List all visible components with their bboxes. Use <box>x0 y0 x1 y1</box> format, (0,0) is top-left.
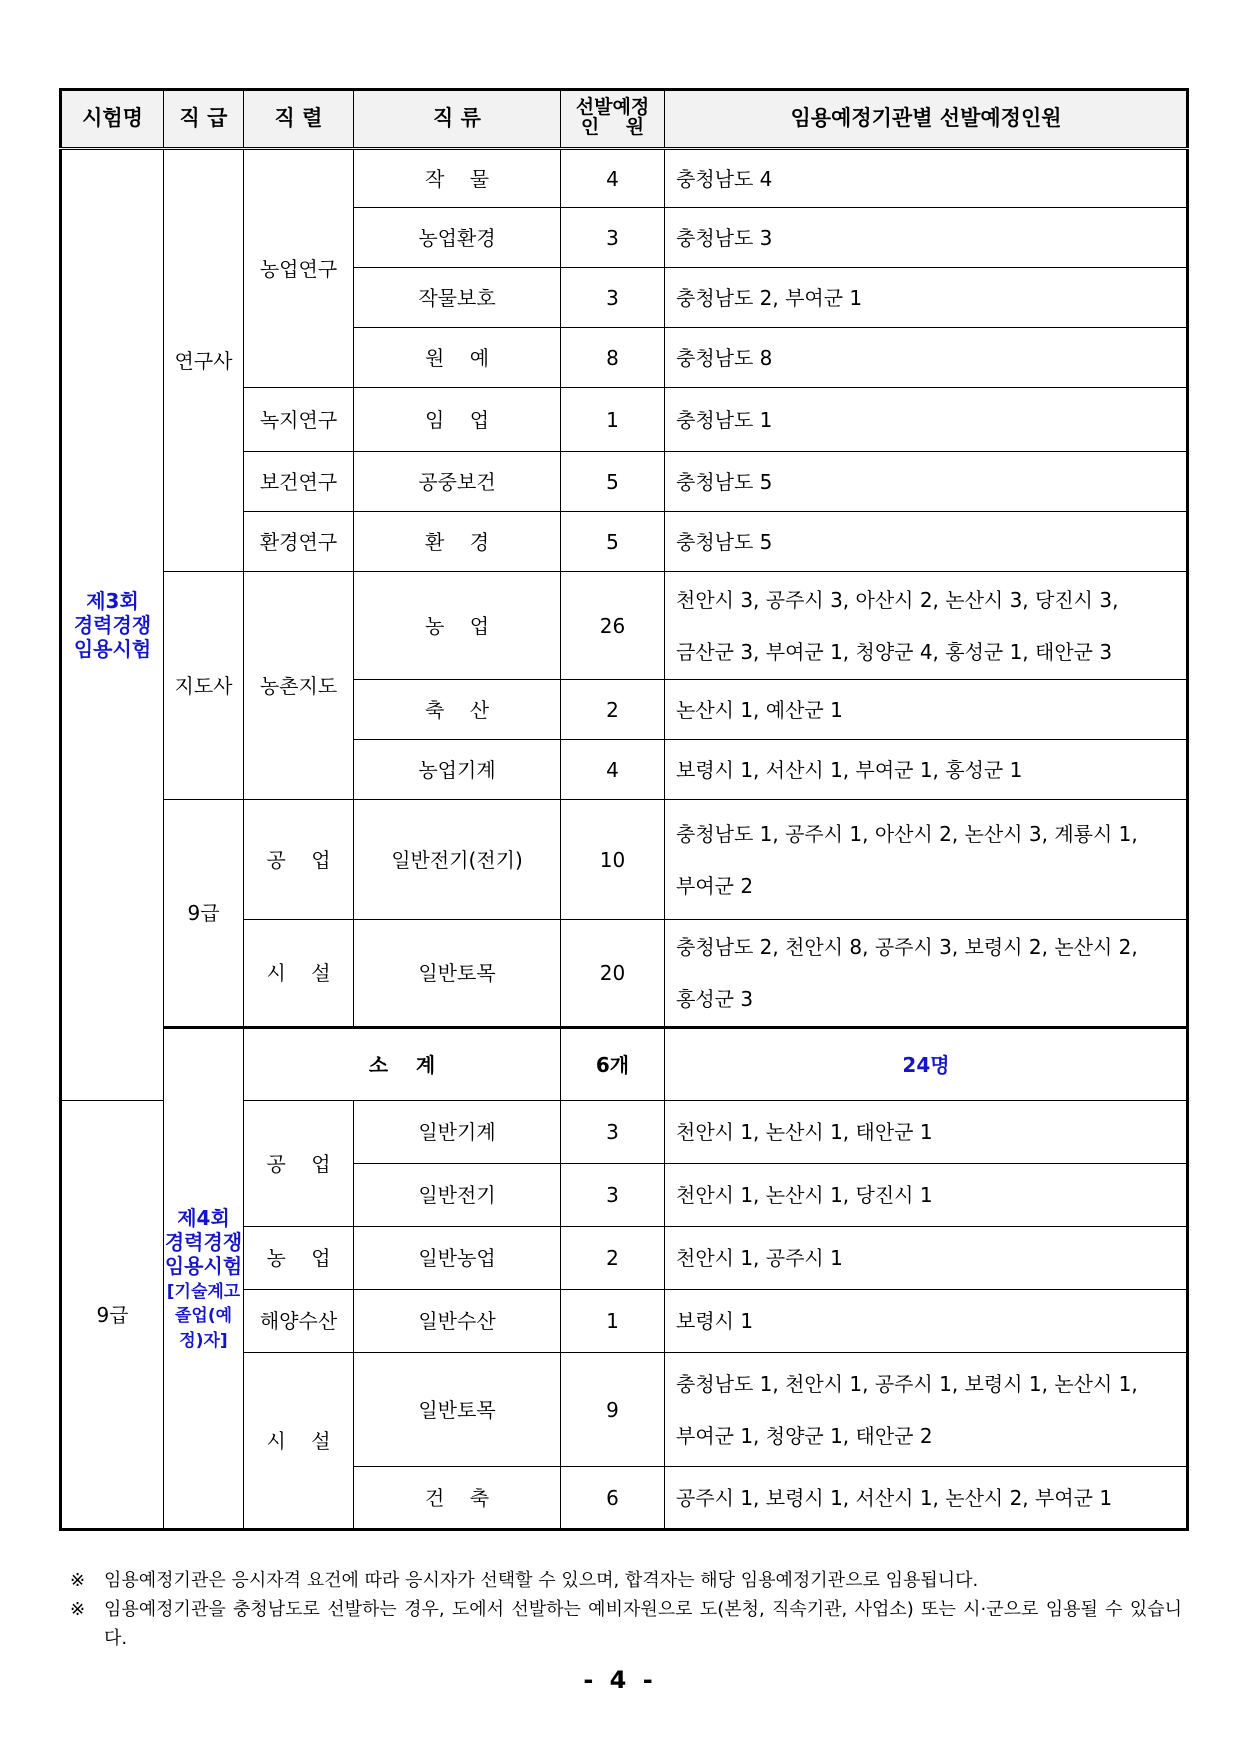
category-cell: 공중보건 <box>354 452 561 512</box>
category-cell: 일반기계 <box>354 1101 561 1164</box>
series-facility: 시 설 <box>244 920 354 1028</box>
notes <box>70 1566 1182 1653</box>
distribution-cell: 충청남도 2, 천안시 8, 공주시 3, 보령시 2, 논산시 2, 홍성군 3 <box>665 920 1188 1028</box>
category-cell: 농 업 <box>354 572 561 680</box>
note-item <box>70 1595 1182 1653</box>
distribution-cell: 충청남도 1, 공주시 1, 아산시 2, 논산시 3, 계룡시 1, 부여군 2 <box>665 800 1188 920</box>
count-cell: 4 <box>561 740 665 800</box>
count-cell: 1 <box>561 388 665 452</box>
distribution-cell: 충청남도 8 <box>665 328 1188 388</box>
count-cell: 5 <box>561 512 665 572</box>
category-cell: 임 업 <box>354 388 561 452</box>
table-row <box>61 800 1188 920</box>
series-green-research: 녹지연구 <box>244 388 354 452</box>
grade-9: 9급 <box>164 800 244 1028</box>
header-distribution: 임용예정기관별 선발예정인원 <box>665 90 1188 149</box>
count-cell: 3 <box>561 208 665 268</box>
distribution-cell: 천안시 3, 공주시 3, 아산시 2, 논산시 3, 당진시 3, 금산군 3, 부여군 1, 청양군 4, 홍성군 1, 태안군 3 <box>665 572 1188 680</box>
exam-name-4: 제4회 경력경쟁 임용시험 [기술계고 졸업(예정)자] <box>164 1028 244 1530</box>
distribution-cell: 충청남도 2, 부여군 1 <box>665 268 1188 328</box>
count-cell: 5 <box>561 452 665 512</box>
reference-mark-icon: ※ <box>70 1599 86 1620</box>
distribution-cell: 천안시 1, 논산시 1, 당진시 1 <box>665 1164 1188 1227</box>
category-cell: 일반수산 <box>354 1290 561 1353</box>
series-agriculture: 농 업 <box>244 1227 354 1290</box>
grade-guide: 지도사 <box>164 572 244 800</box>
subtotal-row <box>61 1028 1188 1101</box>
category-cell: 농업환경 <box>354 208 561 268</box>
category-cell: 농업기계 <box>354 740 561 800</box>
category-cell: 작물보호 <box>354 268 561 328</box>
page-number: - 4 - <box>583 1666 657 1694</box>
count-cell: 3 <box>561 268 665 328</box>
header-category: 직 류 <box>354 90 561 149</box>
series-industry: 공 업 <box>244 800 354 920</box>
category-cell: 축 산 <box>354 680 561 740</box>
distribution-cell: 충청남도 3 <box>665 208 1188 268</box>
table-header-row <box>61 90 1188 149</box>
category-cell: 일반토목 <box>354 920 561 1028</box>
note-text: 임용예정기관은 응시자격 요건에 따라 응시자가 선택할 수 있으며, 합격자는 해당 임용예정기관으로 임용됩니다. <box>104 1570 979 1591</box>
count-cell: 2 <box>561 1227 665 1290</box>
series-marine: 해양수산 <box>244 1290 354 1353</box>
distribution-cell: 충청남도 4 <box>665 149 1188 208</box>
count-cell: 20 <box>561 920 665 1028</box>
distribution-cell: 충청남도 1, 천안시 1, 공주시 1, 보령시 1, 논산시 1, 부여군 1, 청양군 1, 태안군 2 <box>665 1353 1188 1467</box>
distribution-cell: 공주시 1, 보령시 1, 서산시 1, 논산시 2, 부여군 1 <box>665 1467 1188 1530</box>
category-cell: 건 축 <box>354 1467 561 1530</box>
subtotal-label: 소 계 <box>244 1028 561 1101</box>
count-cell: 6 <box>561 1467 665 1530</box>
header-grade: 직 급 <box>164 90 244 149</box>
series-rural-guide: 농촌지도 <box>244 572 354 800</box>
category-cell: 환 경 <box>354 512 561 572</box>
count-cell: 26 <box>561 572 665 680</box>
count-cell: 3 <box>561 1101 665 1164</box>
distribution-cell: 충청남도 5 <box>665 452 1188 512</box>
series-industry: 공 업 <box>244 1101 354 1227</box>
grade-researcher: 연구사 <box>164 149 244 572</box>
distribution-cell: 충청남도 5 <box>665 512 1188 572</box>
distribution-cell: 천안시 1, 논산시 1, 태안군 1 <box>665 1101 1188 1164</box>
note-text: 임용예정기관을 충청남도로 선발하는 경우, 도에서 선발하는 예비자원으로 도(본청, 직속기관, 사업소) 또는 시·군으로 임용될 수 있습니다. <box>104 1599 1182 1649</box>
recruitment-table <box>59 88 1189 1531</box>
count-cell: 1 <box>561 1290 665 1353</box>
count-cell: 2 <box>561 680 665 740</box>
series-facility: 시 설 <box>244 1353 354 1530</box>
count-cell: 10 <box>561 800 665 920</box>
table-row <box>61 149 1188 208</box>
distribution-cell: 보령시 1 <box>665 1290 1188 1353</box>
category-cell: 일반토목 <box>354 1353 561 1467</box>
exam-name-3: 제3회 경력경쟁 임용시험 <box>61 149 164 1101</box>
count-cell: 9 <box>561 1353 665 1467</box>
distribution-cell: 보령시 1, 서산시 1, 부여군 1, 홍성군 1 <box>665 740 1188 800</box>
category-cell: 일반전기 <box>354 1164 561 1227</box>
grade-9: 9급 <box>61 1101 164 1530</box>
distribution-cell: 충청남도 1 <box>665 388 1188 452</box>
header-series: 직 렬 <box>244 90 354 149</box>
series-health-research: 보건연구 <box>244 452 354 512</box>
category-cell: 일반농업 <box>354 1227 561 1290</box>
reference-mark-icon: ※ <box>70 1570 86 1591</box>
category-cell: 작 물 <box>354 149 561 208</box>
series-env-research: 환경연구 <box>244 512 354 572</box>
subtotal-people: 24명 <box>665 1028 1188 1101</box>
table-row <box>61 572 1188 680</box>
subtotal-categories: 6개 <box>561 1028 665 1101</box>
category-cell: 일반전기(전기) <box>354 800 561 920</box>
header-exam: 시험명 <box>61 90 164 149</box>
distribution-cell: 논산시 1, 예산군 1 <box>665 680 1188 740</box>
count-cell: 4 <box>561 149 665 208</box>
distribution-cell: 천안시 1, 공주시 1 <box>665 1227 1188 1290</box>
count-cell: 8 <box>561 328 665 388</box>
note-item <box>70 1566 1182 1595</box>
category-cell: 원 예 <box>354 328 561 388</box>
count-cell: 3 <box>561 1164 665 1227</box>
series-agri-research: 농업연구 <box>244 149 354 388</box>
header-planned: 선발예정 인 원 <box>561 90 665 149</box>
